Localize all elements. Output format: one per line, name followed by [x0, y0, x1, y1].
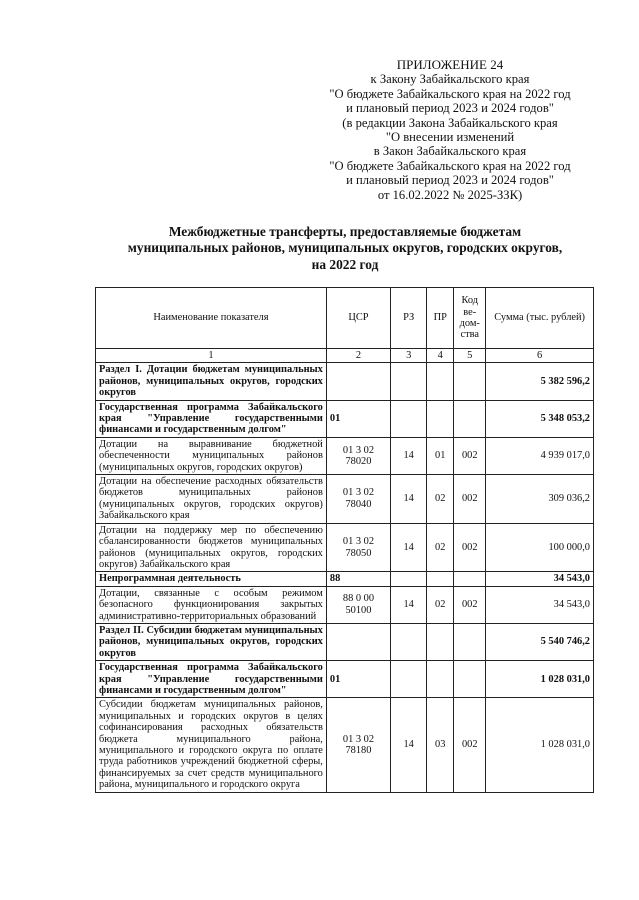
- row-rz: 14: [391, 523, 427, 572]
- row-pr: [427, 363, 454, 400]
- row-name: Дотации на выравнивание бюджетной обеспеченности муниципальных районов (муниципальных округов, городских округов): [96, 437, 327, 474]
- header-rz: РЗ: [391, 288, 427, 349]
- row-csr: [326, 363, 390, 400]
- table-row: [96, 523, 594, 572]
- row-pr: 02: [427, 523, 454, 572]
- title-line: Межбюджетные трансферты, предоставляемые бюджетам: [168, 224, 522, 239]
- row-name: Раздел II. Субсидии бюджетам муниципальных районов, муниципальных округов, городских округов: [96, 623, 327, 660]
- header-line: "О бюджете Забайкальского края на 2022 год: [329, 86, 571, 101]
- column-number: 5: [454, 349, 486, 363]
- header-line: и плановый период 2023 и 2024 годов": [346, 173, 554, 188]
- row-pr: 03: [427, 698, 454, 792]
- table-row: [96, 363, 594, 400]
- row-csr: 01 3 02 78050: [326, 523, 390, 572]
- row-csr: 01 3 02 78020: [326, 437, 390, 474]
- row-rz: 14: [391, 437, 427, 474]
- row-rz: [391, 661, 427, 698]
- table-row: [96, 572, 594, 586]
- row-kod: [454, 623, 486, 660]
- appendix-header: [300, 58, 600, 202]
- row-pr: [427, 661, 454, 698]
- column-number: 6: [486, 349, 594, 363]
- row-name: Государственная программа Забайкальского края "Управление государственными финансами и государственным долгом": [96, 400, 327, 437]
- row-csr: 88 0 00 50100: [326, 586, 390, 623]
- header-name: Наименование показателя: [96, 288, 327, 349]
- row-sum: 34 543,0: [486, 586, 594, 623]
- row-sum: 309 036,2: [486, 475, 594, 524]
- table-row: [96, 586, 594, 623]
- row-sum: 5 540 746,2: [486, 623, 594, 660]
- row-name: Дотации, связанные с особым режимом безопасного функционирования закрытых административно-территориальных образований: [96, 586, 327, 623]
- row-name: Раздел I. Дотации бюджетам муниципальных районов, муниципальных округов, городских округов: [96, 363, 327, 400]
- document-title: [90, 224, 600, 273]
- row-pr: 02: [427, 475, 454, 524]
- row-rz: 14: [391, 475, 427, 524]
- row-kod: 002: [454, 437, 486, 474]
- row-csr: 01 3 02 78180: [326, 698, 390, 792]
- table-row: [96, 437, 594, 474]
- row-csr: 01: [326, 400, 390, 437]
- row-rz: [391, 363, 427, 400]
- table-row: [96, 698, 594, 792]
- row-sum: 5 382 596,2: [486, 363, 594, 400]
- table-row: [96, 400, 594, 437]
- row-rz: 14: [391, 698, 427, 792]
- column-number: 2: [326, 349, 390, 363]
- row-kod: 002: [454, 475, 486, 524]
- header-pr: ПР: [427, 288, 454, 349]
- row-kod: 002: [454, 698, 486, 792]
- row-sum: 100 000,0: [486, 523, 594, 572]
- row-csr: 01 3 02 78040: [326, 475, 390, 524]
- column-number: 1: [96, 349, 327, 363]
- row-rz: [391, 623, 427, 660]
- header-line: к Закону Забайкальского края: [370, 72, 530, 87]
- row-kod: 002: [454, 523, 486, 572]
- row-pr: 01: [427, 437, 454, 474]
- table-row: [96, 661, 594, 698]
- header-line: в Закон Забайкальского края: [373, 144, 527, 159]
- row-name: Непрограммная деятельность: [96, 572, 327, 586]
- table-header-row: [96, 288, 594, 349]
- row-sum: 34 543,0: [486, 572, 594, 586]
- row-sum: 4 939 017,0: [486, 437, 594, 474]
- header-sum: Сумма (тыс. рублей): [486, 288, 594, 349]
- row-csr: [326, 623, 390, 660]
- column-number: 3: [391, 349, 427, 363]
- row-csr: 01: [326, 661, 390, 698]
- row-kod: 002: [454, 586, 486, 623]
- row-sum: 1 028 031,0: [486, 661, 594, 698]
- row-name: Дотации на поддержку мер по обеспечению сбалансированности бюджетов муниципальных районов (муниципальных округов, городских округов) Забайкальского края: [96, 523, 327, 572]
- header-line: (в редакции Закона Забайкальского края: [342, 115, 558, 130]
- row-kod: [454, 661, 486, 698]
- title-line: муниципальных районов, муниципальных округов, городских округов,: [127, 240, 563, 256]
- header-line: "О бюджете Забайкальского края на 2022 год: [329, 158, 571, 173]
- row-csr: 88: [326, 572, 390, 586]
- title-line: на 2022 год: [311, 256, 379, 272]
- row-sum: 1 028 031,0: [486, 698, 594, 792]
- row-rz: 14: [391, 586, 427, 623]
- transfers-table: [95, 287, 594, 793]
- header-line: от 16.02.2022 № 2025-ЗЗК): [377, 187, 523, 202]
- row-rz: [391, 572, 427, 586]
- row-pr: [427, 400, 454, 437]
- header-line: "О внесении изменений: [385, 130, 515, 145]
- column-number-row: [96, 349, 594, 363]
- table-row: [96, 475, 594, 524]
- row-kod: [454, 572, 486, 586]
- row-name: Дотации на обеспечение расходных обязательств бюджетов муниципальных районов (муниципальных округов, городских округов) Забайкальского края: [96, 475, 327, 524]
- row-kod: [454, 363, 486, 400]
- column-number: 4: [427, 349, 454, 363]
- row-pr: 02: [427, 586, 454, 623]
- table-row: [96, 623, 594, 660]
- row-rz: [391, 400, 427, 437]
- row-kod: [454, 400, 486, 437]
- header-kod: Код ве-дом-ства: [454, 288, 486, 349]
- row-pr: [427, 623, 454, 660]
- header-line: и плановый период 2023 и 2024 годов": [346, 101, 554, 116]
- header-csr: ЦСР: [326, 288, 390, 349]
- header-line: ПРИЛОЖЕНИЕ 24: [396, 57, 504, 72]
- row-name: Субсидии бюджетам муниципальных районов, муниципальных и городских округов в целях софинансирования расходных обязательств бюджета муниципального района, муниципального и городского округа по оплате труда работников учреждений бюджетной сферы, финансируемых за счет средств муниципального района, муниципального и городского округа: [96, 698, 327, 792]
- row-pr: [427, 572, 454, 586]
- row-name: Государственная программа Забайкальского края "Управление государственными финансами и государственным долгом": [96, 661, 327, 698]
- row-sum: 5 348 053,2: [486, 400, 594, 437]
